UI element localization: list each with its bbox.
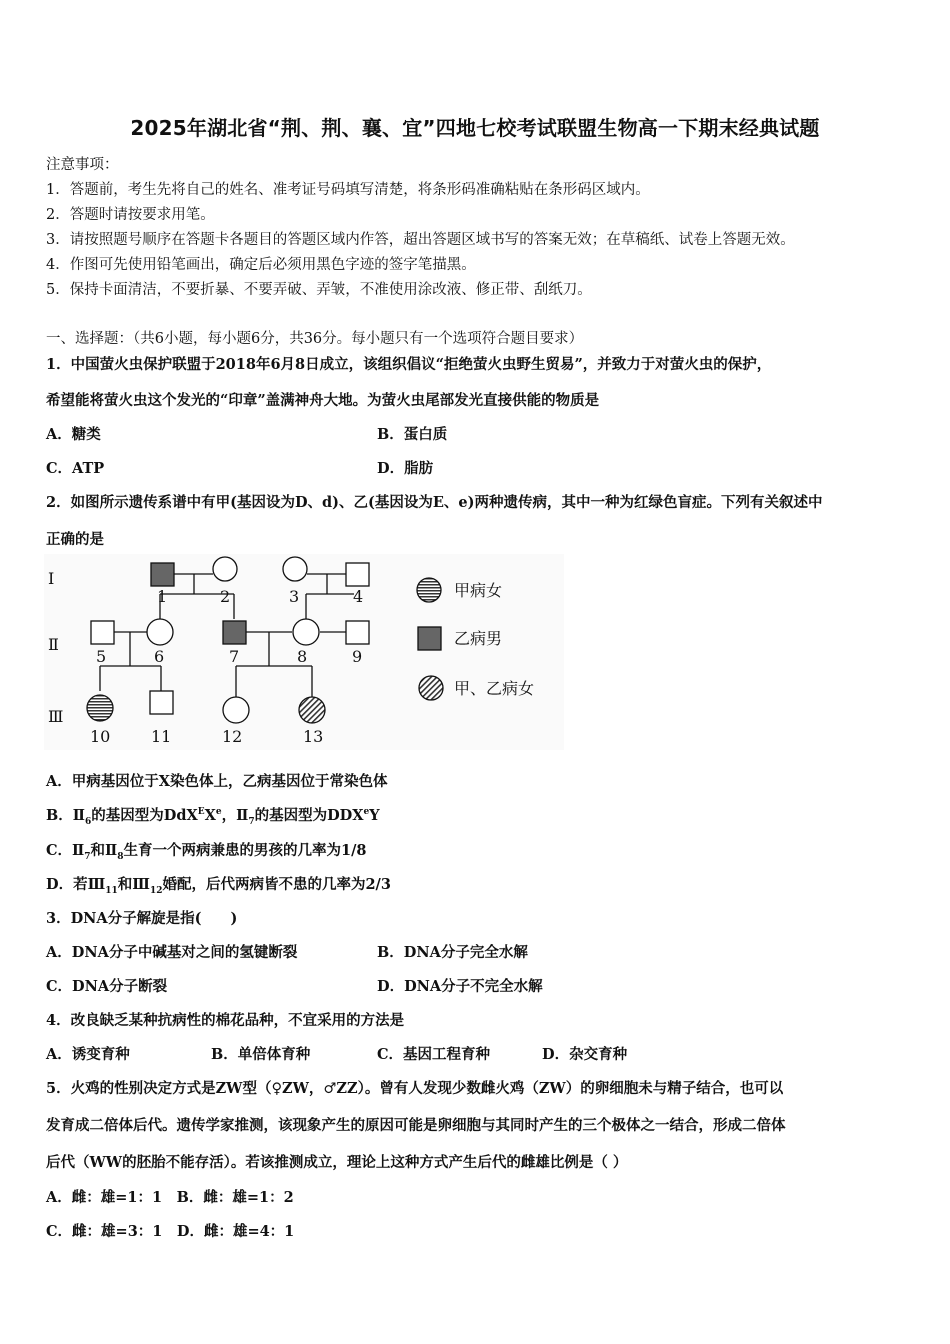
question-1-stem: 希望能将萤火虫这个发光的“印章”盖满神舟大地。为萤火虫尾部发光直接供能的物质是 <box>46 392 600 409</box>
generation-label: Ⅲ <box>48 707 64 726</box>
q3-option-b: B．DNA分子完全水解 <box>377 944 528 961</box>
individual-id: 3 <box>289 587 300 606</box>
q4-option-a: A．诱变育种 <box>46 1046 130 1063</box>
question-4-stem: 4．改良缺乏某种抗病性的棉花品种，不宜采用的方法是 <box>46 1012 405 1029</box>
individual-id: 6 <box>154 647 165 666</box>
q4-option-c: C．基因工程育种 <box>377 1046 491 1063</box>
individual-id: 11 <box>151 727 172 746</box>
q1-option-d: D．脂肪 <box>377 460 434 477</box>
generation-label: Ⅱ <box>48 635 59 654</box>
q3-option-c: C．DNA分子断裂 <box>46 978 168 995</box>
page-title: 2025年湖北省“荆、荆、襄、宜”四地七校考试联盟生物高一下期末经典试题 <box>130 116 820 140</box>
generation-label: Ⅰ <box>48 569 55 588</box>
q4-option-d: D．杂交育种 <box>542 1046 628 1063</box>
notice-item: 2．答题时请按要求用笔。 <box>46 207 215 223</box>
individual-id: 4 <box>353 587 364 606</box>
q1-option-c: C．ATP <box>46 460 105 477</box>
individual-id: 13 <box>303 727 324 746</box>
legend-label: 甲、乙病女 <box>454 679 535 698</box>
q2-option-b: B．$Ⅱ_6$的基因型为DdX$^E$Xe，$Ⅱ_7$的基因型为DDXeY <box>46 807 380 827</box>
individual-id: 8 <box>297 647 308 666</box>
q4-option-b: B．单倍体育种 <box>211 1046 311 1063</box>
question-3-stem: 3．DNA分子解旋是指( ) <box>46 910 238 927</box>
q2-option-a: A．甲病基因位于X染色体上，乙病基因位于常染色体 <box>46 773 388 790</box>
notice-heading: 注意事项： <box>46 157 119 173</box>
question-5-stem: 后代（WW的胚胎不能存活）。若该推测成立，理论上这种方式产生后代的雌雄比例是（ ） <box>46 1154 628 1171</box>
notice-item: 3．请按照题号顺序在答题卡各题目的答题区域内作答，超出答题区域书写的答案无效；在草稿纸、试卷上答题无效。 <box>46 232 795 248</box>
q3-option-a: A．DNA分子中碱基对之间的氢键断裂 <box>46 944 298 961</box>
q5-options-ab: A．雌：雄=1：1 B．雌：雄=1：2 <box>46 1189 294 1206</box>
individual-id: 7 <box>229 647 240 666</box>
individual-id: 10 <box>90 727 111 746</box>
individual-id: 12 <box>222 727 243 746</box>
q1-option-b: B．蛋白质 <box>377 426 448 443</box>
notice-item: 1．答题前，考生先将自己的姓名、准考证号码填写清楚，将条形码准确粘贴在条形码区域内。 <box>46 182 650 198</box>
q2-option-d: D．若$Ⅲ_{11}$和$Ⅲ_{12}$婚配，后代两病皆不患的几率为2/3 <box>46 876 391 896</box>
individual-id: 9 <box>352 647 363 666</box>
legend-label: 甲病女 <box>454 581 503 600</box>
individual-id: 2 <box>220 587 231 606</box>
notice-item: 5．保持卡面清洁，不要折暴、不要弄破、弄皱，不准使用涂改液、修正带、刮纸刀。 <box>46 282 592 298</box>
notice-item: 4．作图可先使用铅笔画出，确定后必须用黑色字迹的签字笔描黑。 <box>46 257 476 273</box>
pedigree-chart <box>44 554 564 750</box>
individual-id: 1 <box>157 587 168 606</box>
question-5-stem: 发育成二倍体后代。遗传学家推测，该现象产生的原因可能是卵细胞与其同时产生的三个极体之一结合，形成二倍体 <box>46 1117 786 1134</box>
question-5-stem: 5．火鸡的性别决定方式是ZW型（♀ZW，♂ZZ）。曾有人发现少数雌火鸡（ZW）的卵细胞未与精子结合，也可以 <box>46 1080 784 1097</box>
section-heading: 一、选择题：（共6小题，每小题6分，共36分。每小题只有一个选项符合题目要求） <box>46 331 584 347</box>
question-2-stem: 正确的是 <box>46 531 104 548</box>
q5-options-cd: C．雌：雄=3：1 D．雌：雄=4：1 <box>46 1223 295 1240</box>
question-1-stem: 1．中国萤火虫保护联盟于2018年6月8日成立，该组织倡议“拒绝萤火虫野生贸易”，并致力于对萤火虫的保护， <box>46 356 772 373</box>
question-2-stem: 2．如图所示遗传系谱中有甲(基因设为D、d)、乙(基因设为E、e)两种遗传病，其中一种为红绿色盲症。下列有关叙述中 <box>46 494 823 511</box>
legend-label: 乙病男 <box>454 629 503 648</box>
q1-option-a: A．糖类 <box>46 426 101 443</box>
q3-option-d: D．DNA分子不完全水解 <box>377 978 543 995</box>
q2-option-c: C．$Ⅱ_7$和$Ⅱ_8$生育一个两病兼患的男孩的几率为1/8 <box>46 842 367 862</box>
individual-id: 5 <box>96 647 107 666</box>
